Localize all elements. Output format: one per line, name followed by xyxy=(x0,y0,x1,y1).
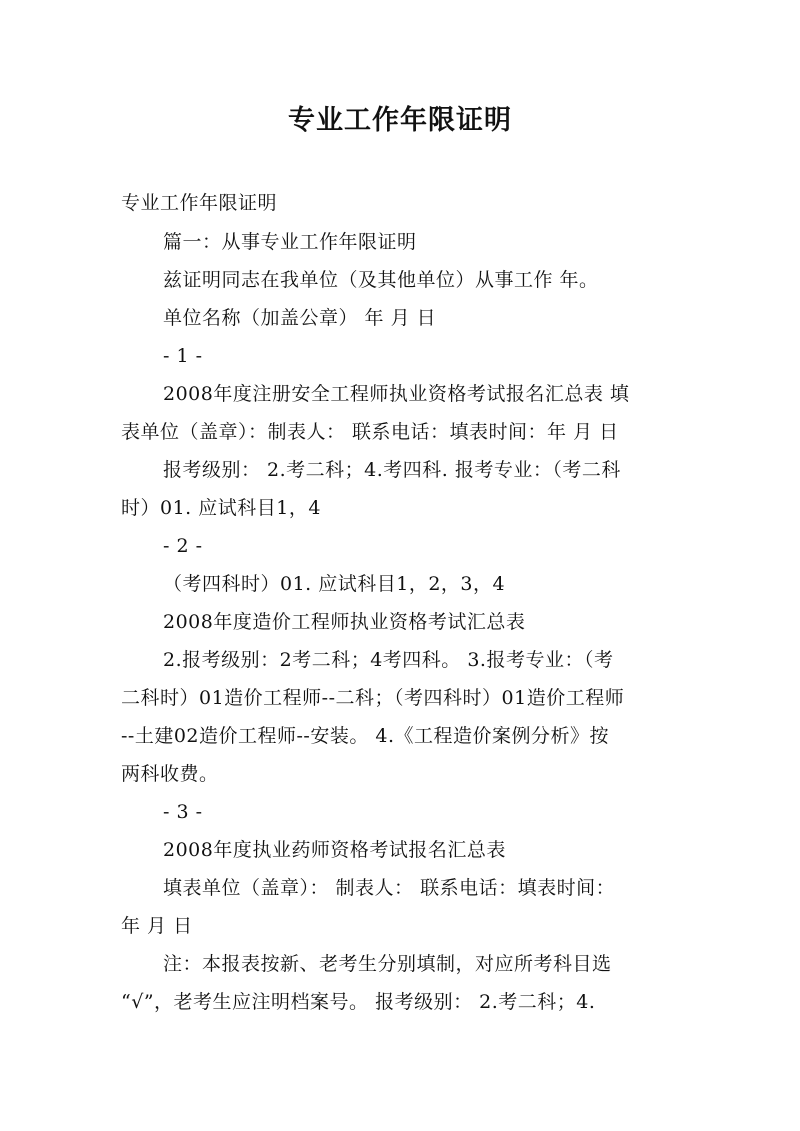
page-number: - 3 - xyxy=(163,801,203,823)
text-line: （考四科时）01. 应试科目1，2，3，4 xyxy=(163,573,506,595)
text-line: 两科收费。 xyxy=(121,763,219,785)
text-line: 兹证明同志在我单位（及其他单位）从事工作 年。 xyxy=(163,269,599,291)
text-line: 2008年度执业药师资格考试报名汇总表 xyxy=(163,839,506,861)
text-line: 2.报考级别：2考二科；4考四科。 3.报考专业：（考 xyxy=(163,649,614,671)
text-line: 篇一：从事专业工作年限证明 xyxy=(163,231,417,253)
text-line: 单位名称（加盖公章） 年 月 日 xyxy=(163,307,437,329)
text-line: 2008年度造价工程师执业资格考试汇总表 xyxy=(163,611,526,633)
text-line: 表单位（盖章）：制表人： 联系电话：填表时间：年 月 日 xyxy=(121,421,619,443)
page-number: - 1 - xyxy=(163,345,203,367)
text-line: 2008年度注册安全工程师执业资格考试报名汇总表 填 xyxy=(163,383,630,405)
text-line: 报考级别： 2.考二科；4.考四科. 报考专业：（考二科 xyxy=(163,459,621,481)
text-line: “√”，老考生应注明档案号。 报考级别： 2.考二科；4. xyxy=(121,991,596,1013)
text-line: --土建02造价工程师--安装。 4.《工程造价案例分析》按 xyxy=(121,725,610,747)
text-line: 时）01. 应试科目1，4 xyxy=(121,497,321,519)
text-line: 注：本报表按新、老考生分别填制，对应所考科目选 xyxy=(163,953,612,975)
subtitle-line: 专业工作年限证明 xyxy=(121,192,278,214)
text-line: 二科时）01造价工程师--二科；（考四科时）01造价工程师 xyxy=(121,687,625,709)
page-number: - 2 - xyxy=(163,535,203,557)
document-title: 专业工作年限证明 xyxy=(288,105,512,136)
text-line: 年 月 日 xyxy=(121,915,193,937)
text-line: 填表单位（盖章）： 制表人： 联系电话：填表时间： xyxy=(163,877,616,899)
